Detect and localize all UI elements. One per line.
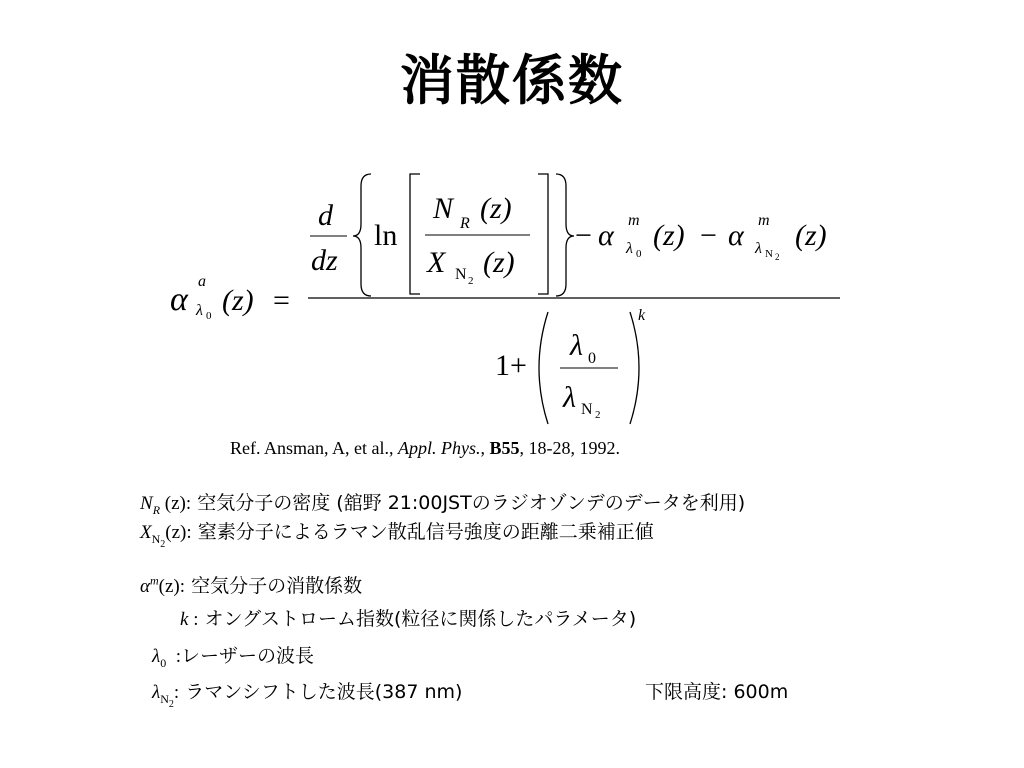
frac-sub-0: 0 [588,350,596,367]
ref-prefix: Ref. Ansman, A, et al., [230,438,398,458]
sub-2-2: 2 [775,252,780,262]
def-XN2-sub: N [151,531,161,546]
numer-z: (z) [480,192,512,225]
frac-lambda0: λ [570,329,583,362]
extinction-equation [0,150,1024,430]
def-NR-arg: (z): [160,493,192,514]
def-lambda0-symbol: λ [152,646,161,667]
def-NR-text: 空気分子の密度 (舘野 21:00JSTのラジオゾンデのデータを利用) [191,492,746,514]
def-alpha-arg: (z): [158,576,186,597]
def-k-text: オングストローム指数(粒径に関係したパラメータ) [198,608,637,630]
right-bracket [538,174,548,294]
ref-rest: , 18-28, 1992. [519,438,620,458]
def-lambdaN2-sub: N [160,691,169,706]
def-alpha-sup: m [149,573,159,588]
def-lambda0-sub: 0 [160,655,167,670]
def-k-arg: : [188,609,199,630]
denom-X: X [427,246,446,279]
frac-sub-2: 2 [595,409,601,421]
left-brace [353,174,371,296]
right-brace [556,174,574,296]
lower-limit-altitude: 下限高度: 600m [645,681,789,703]
def-NR [140,488,745,518]
sub-0-1: 0 [636,248,642,260]
sub-lambda-1: λ [626,240,633,257]
def-NR-sub: R [152,502,161,517]
page-title: 消散係数 [400,49,624,112]
lhs-alpha: α [170,281,188,318]
def-lambdaN2-text: ラマンシフトした波長(387 nm) [179,681,463,703]
lhs-sub-lambda: λ [196,302,203,319]
denom-z: (z) [483,246,515,279]
minus-2: − [700,219,717,252]
numer-N: N [433,192,454,225]
def-lambdaN2-arg: : [173,682,180,703]
def-lambdaN2-subsub: 2 [168,698,174,710]
lhs-sub-0: 0 [206,310,212,322]
denom-sub-N: N [455,266,467,283]
def-alpha-m [140,571,362,598]
ref-comma: , [480,438,490,458]
def-XN2-arg: (z): [165,522,192,543]
ln-symbol: ln [374,219,398,252]
z-1: (z) [653,219,685,252]
exponent-k: k [638,307,646,324]
def-k [180,604,636,631]
ref-journal: Appl. Phys. [397,438,481,458]
def-XN2 [140,517,654,550]
alpha-m-lambdaN2: α [728,219,744,252]
def-XN2-symbol: X [140,522,152,543]
def-XN2-text: 窒素分子によるラマン散乱信号強度の距離二乗補正値 [191,521,654,543]
lhs-z: (z) [222,284,254,317]
def-lambdaN2 [152,677,463,710]
frac-sub-N: N [581,401,593,418]
frac-lambdaN2: λ [563,381,576,414]
def-lambda0-arg: : [166,646,182,667]
alpha-m-lambda0: α [598,219,614,252]
sub-N-2: N [765,248,773,260]
left-paren [539,312,548,424]
def-lambda0 [152,641,314,671]
def-lambda0-text: レーザーの波長 [181,645,315,667]
lhs-sup-a: a [198,273,206,290]
right-paren [630,312,639,424]
def-lambdaN2-symbol: λ [152,682,161,703]
z-2: (z) [795,219,827,252]
ref-volume: B55 [489,438,520,458]
numer-sub-R: R [460,215,470,232]
reference-line [230,438,620,459]
denom-sub-2: 2 [468,275,474,287]
equals-sign: = [273,284,290,317]
numer-dz: dz [311,244,338,277]
sub-lambda-2: λ [755,240,762,257]
minus-1: − [575,219,592,252]
def-k-symbol: k [180,609,189,630]
def-alpha-text: 空気分子の消散係数 [185,575,363,597]
def-alpha-symbol: α [140,576,150,597]
one-plus: 1+ [495,349,527,382]
def-NR-symbol: N [140,493,153,514]
sup-m-1: m [628,212,640,229]
sup-m-2: m [758,212,770,229]
left-bracket [410,174,420,294]
def-XN2-subsub: 2 [160,538,166,550]
numer-d: d [318,199,333,232]
